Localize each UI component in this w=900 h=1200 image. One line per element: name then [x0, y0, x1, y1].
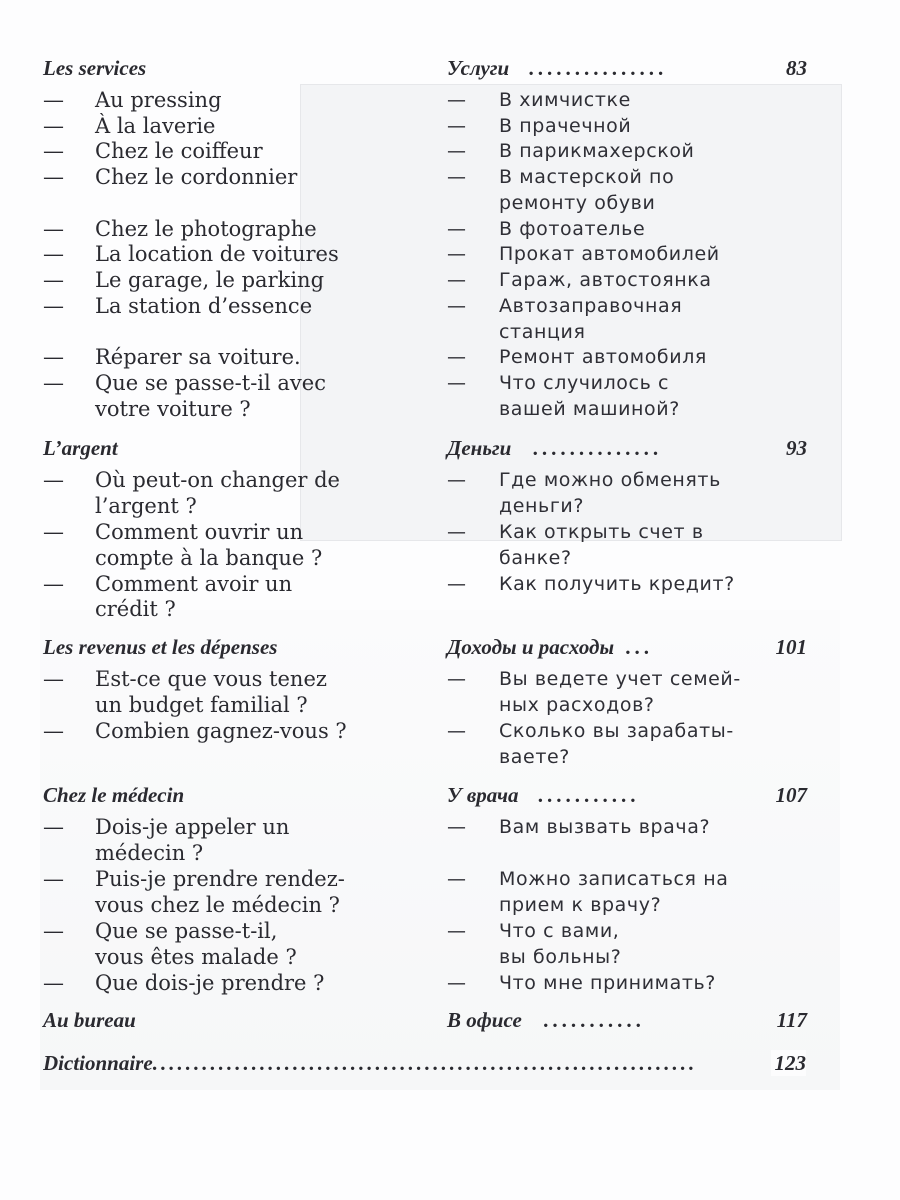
line-text: В фотоателье — [499, 218, 646, 240]
line-text: Au pressing — [95, 88, 222, 112]
em-dash: — — [447, 115, 467, 137]
toc-entry-ru[interactable] — [447, 782, 807, 808]
line-text: ных расходов? — [499, 694, 655, 716]
line-text: médecin ? — [95, 841, 204, 865]
em-dash: — — [447, 89, 467, 111]
line-text: Le garage, le parking — [95, 268, 325, 292]
line-text: деньги? — [499, 495, 585, 517]
em-dash: — — [447, 868, 467, 890]
em-dash: — — [447, 243, 467, 265]
line-text: Comment ouvrir un — [95, 520, 304, 544]
line-text: Что с вами, — [499, 920, 620, 942]
section-title-ru: Деньги — [447, 436, 512, 460]
line-text: À la laverie — [95, 114, 216, 138]
em-dash: — — [447, 218, 467, 240]
em-dash: — — [447, 372, 467, 394]
dot-leader: ............... — [528, 56, 668, 80]
line-text: Где можно обменять — [499, 469, 721, 491]
line-text: Ремонт автомобиля — [499, 346, 707, 368]
page-number: 93 — [786, 436, 807, 460]
em-dash: — — [447, 668, 467, 690]
line-text: La station d’essence — [95, 294, 313, 318]
line-text: Автозаправочная — [499, 295, 683, 317]
em-dash: — — [43, 345, 64, 369]
line-text: вашей машиной? — [499, 398, 680, 420]
section-title-fr[interactable]: Chez le médecin — [43, 783, 185, 807]
line-text: Как получить кредит? — [499, 573, 735, 595]
line-text: Chez le coiffeur — [95, 139, 263, 163]
line-text: Вам вызвать врача? — [499, 816, 711, 838]
line-text: Dois-je appeler un — [95, 815, 290, 839]
em-dash: — — [43, 815, 64, 839]
em-dash: — — [43, 719, 64, 743]
line-text: votre voiture ? — [95, 397, 251, 421]
line-text: l’argent ? — [95, 494, 197, 518]
em-dash: — — [447, 573, 467, 595]
line-text: Сколько вы зарабаты- — [499, 720, 734, 742]
page-number: 101 — [775, 635, 807, 659]
toc-entry-ru[interactable] — [447, 1007, 807, 1033]
line-text: Как открыть счет в — [499, 521, 704, 543]
em-dash: — — [43, 520, 64, 544]
line-text: Que se passe-t-il avec — [95, 371, 326, 395]
em-dash: — — [447, 720, 467, 742]
line-text: Puis-je prendre rendez- — [95, 867, 345, 891]
em-dash: — — [43, 971, 64, 995]
dot-leader: ........... — [543, 1008, 645, 1032]
line-text: Гараж, автостоянка — [499, 269, 712, 291]
line-text: В прачечной — [499, 115, 632, 137]
em-dash: — — [447, 269, 467, 291]
em-dash: — — [43, 217, 64, 241]
section-title-ru: Доходы и расходы — [447, 635, 615, 659]
line-text: Où peut-on changer de — [95, 468, 340, 492]
line-text: crédit ? — [95, 597, 176, 621]
dot-leader: ... — [625, 635, 654, 659]
section-title-fr[interactable]: Les revenus et les dépenses — [43, 635, 278, 659]
line-text: compte à la banque ? — [95, 546, 323, 570]
line-text: прием к врачу? — [499, 894, 662, 916]
em-dash: — — [43, 667, 64, 691]
em-dash: — — [43, 114, 64, 138]
line-text: Que se passe-t-il, — [95, 919, 278, 943]
em-dash: — — [43, 371, 64, 395]
em-dash: — — [447, 920, 467, 942]
em-dash: — — [43, 867, 64, 891]
page-number: 123 — [771, 1050, 807, 1076]
em-dash: — — [43, 165, 64, 189]
toc-entry-ru[interactable] — [447, 435, 807, 461]
line-text: станция — [499, 321, 586, 343]
line-text: La location de voitures — [95, 242, 339, 266]
line-text: vous chez le médecin ? — [95, 893, 340, 917]
em-dash: — — [447, 469, 467, 491]
em-dash: — — [43, 88, 64, 112]
em-dash: — — [43, 572, 64, 596]
section-title-fr[interactable]: Les services — [43, 56, 147, 80]
page-number: 107 — [775, 783, 807, 807]
line-text: В парикмахерской — [499, 140, 695, 162]
line-text: un budget familial ? — [95, 693, 308, 717]
em-dash: — — [43, 242, 64, 266]
em-dash: — — [447, 346, 467, 368]
em-dash: — — [447, 521, 467, 543]
line-text: Est-ce que vous tenez — [95, 667, 327, 691]
em-dash: — — [43, 919, 64, 943]
line-text: Réparer sa voiture. — [95, 345, 301, 369]
section-title-ru: У врача — [447, 783, 519, 807]
section-title-fr[interactable]: Au bureau — [43, 1008, 136, 1032]
line-text: ваете? — [499, 746, 570, 768]
em-dash: — — [447, 295, 467, 317]
em-dash: — — [447, 972, 467, 994]
em-dash: — — [43, 468, 64, 492]
line-text: Chez le cordonnier — [95, 165, 298, 189]
line-text: ремонту обуви — [499, 192, 656, 214]
dictionary-title: Dictionnaire — [43, 1051, 153, 1075]
dot-leader: .............. — [532, 436, 663, 460]
section-title-fr[interactable]: L’argent — [43, 436, 118, 460]
em-dash: — — [43, 294, 64, 318]
section-title-ru: В офисе — [447, 1008, 522, 1032]
em-dash: — — [447, 816, 467, 838]
dot-leader: ........... — [537, 783, 640, 807]
dot-leader: .................................................................. — [152, 1051, 698, 1075]
line-text: Comment avoir un — [95, 572, 293, 596]
line-text: Que dois-je prendre ? — [95, 971, 325, 995]
toc-entry-dictionary[interactable] — [43, 1050, 806, 1076]
line-text: банке? — [499, 547, 572, 569]
line-text: Что мне принимать? — [499, 972, 716, 994]
page-number: 117 — [776, 1008, 807, 1032]
em-dash: — — [447, 140, 467, 162]
line-text: Combien gagnez-vous ? — [95, 719, 347, 743]
line-text: В химчистке — [499, 89, 631, 111]
em-dash: — — [447, 166, 467, 188]
line-text: Что случилось с — [499, 372, 670, 394]
line-text: Прокат автомобилей — [499, 243, 720, 265]
em-dash: — — [43, 268, 64, 292]
line-text: vous êtes malade ? — [95, 945, 297, 969]
toc-entry-ru[interactable] — [447, 634, 807, 660]
line-text: Chez le photographe — [95, 217, 317, 241]
em-dash: — — [43, 139, 64, 163]
line-text: вы больны? — [499, 946, 622, 968]
line-text: Можно записаться на — [499, 868, 729, 890]
page-number: 83 — [786, 56, 807, 80]
toc-entry-ru[interactable] — [447, 55, 807, 81]
line-text: Вы ведете учет семей- — [499, 668, 741, 690]
section-title-ru: Услуги — [447, 56, 510, 80]
line-text: В мастерской по — [499, 166, 675, 188]
